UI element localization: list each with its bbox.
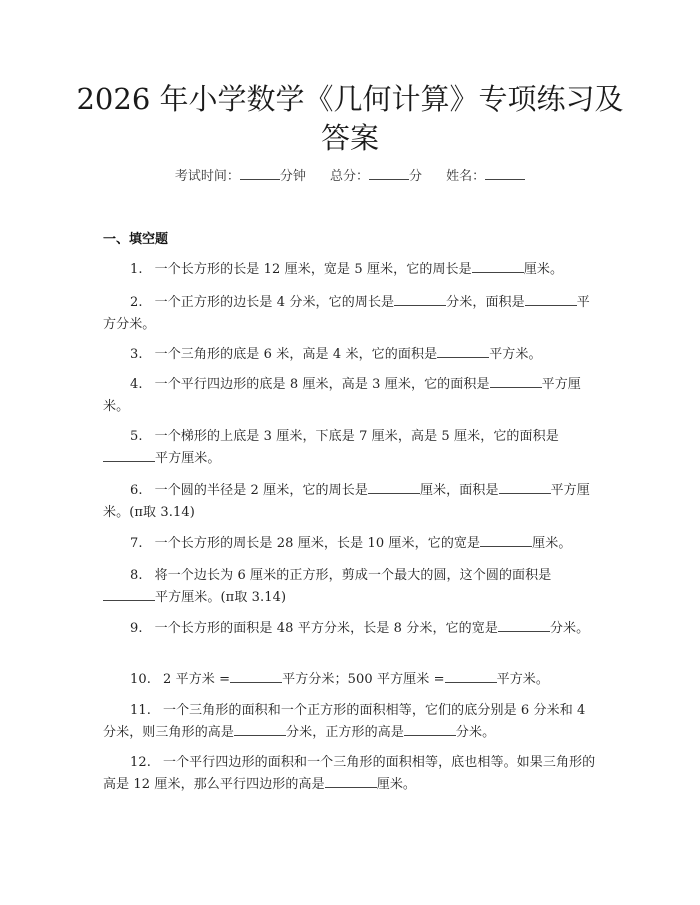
question-8 — [103, 565, 599, 609]
question-10 — [103, 669, 599, 691]
question-text: 平方厘米。(π取 3.14) — [155, 590, 287, 605]
question-12 — [103, 752, 599, 796]
question-text: 一个平行四边形的面积和一个三角形的面积相等，底也相等。如果三角形的 高是 12 厘米，那么平行四边形的高是 — [103, 755, 596, 792]
answer-blank — [498, 619, 550, 632]
exam-score — [330, 169, 422, 184]
question-text: 分米，面积是 — [446, 295, 525, 310]
answer-blank — [394, 293, 446, 306]
question-number: 2. — [130, 295, 143, 310]
exam-info — [0, 167, 700, 187]
question-6 — [103, 480, 599, 524]
question-text: 一个长方形的周长是 28 厘米，长是 10 厘米，它的宽是 — [154, 536, 481, 551]
answer-blank — [490, 375, 542, 388]
question-text: 分米，正方形的高是 — [286, 725, 404, 740]
name-blank — [485, 167, 525, 180]
answer-blank — [404, 723, 456, 736]
question-text: 2 平方米 = — [162, 672, 231, 687]
question-number: 1. — [130, 262, 143, 277]
question-text: 厘米，面积是 — [419, 483, 499, 498]
question-11 — [103, 700, 599, 744]
question-text: 一个正方形的边长是 4 分米，它的周长是 — [154, 295, 395, 310]
question-number: 11. — [130, 703, 151, 718]
question-text: 平方分米；500 平方厘米 = — [282, 672, 445, 687]
exam-name — [446, 169, 525, 184]
question-text: 厘米。 — [532, 536, 572, 551]
question-5 — [103, 426, 599, 470]
question-text: 一个平行四边形的底是 8 厘米，高是 3 厘米，它的面积是 — [154, 377, 490, 392]
section-title: 一、填空题 — [103, 232, 169, 247]
answer-blank — [103, 449, 155, 462]
question-number: 8. — [130, 568, 143, 583]
answer-blank — [234, 723, 286, 736]
question-text: 平方米。 — [496, 672, 550, 687]
answer-blank — [437, 345, 489, 358]
question-number: 9. — [130, 621, 143, 636]
question-text: 一个三角形的面积和一个正方形的面积相等，它们的底分别是 6 分米和 4 分米，则三角形的高是 — [103, 703, 586, 740]
question-3 — [103, 344, 599, 366]
question-2 — [103, 292, 599, 336]
question-text: 一个梯形的上底是 3 厘米，下底是 7 厘米，高是 5 厘米，它的面积是 — [154, 429, 559, 444]
answer-blank — [368, 481, 420, 494]
question-text: 平方米。 — [489, 347, 542, 362]
question-text: 平方厘米。 — [103, 377, 581, 414]
answer-blank — [445, 670, 497, 683]
question-text: 将一个边长为 6 厘米的正方形，剪成一个最大的圆，这个圆的面积是 — [154, 568, 552, 583]
name-label: 姓名： — [446, 169, 486, 184]
question-text: 平方厘米。(π取 3.14) — [103, 483, 590, 520]
question-number: 6. — [130, 483, 143, 498]
question-text: 一个长方形的面积是 48 平方分米，长是 8 分米，它的宽是 — [154, 621, 498, 636]
question-text: 一个圆的半径是 2 厘米，它的周长是 — [154, 483, 368, 498]
question-text: 厘米。 — [523, 262, 564, 277]
answer-blank — [103, 588, 155, 601]
question-text: 平方分米。 — [103, 295, 590, 332]
time-label: 考试时间： — [174, 169, 240, 184]
question-number: 10. — [130, 672, 151, 687]
question-4 — [103, 374, 599, 418]
score-label: 总分： — [329, 169, 369, 184]
answer-blank — [230, 670, 282, 683]
answer-blank — [480, 534, 532, 547]
question-text: 一个三角形的底是 6 米，高是 4 米，它的面积是 — [154, 347, 438, 362]
answer-blank — [499, 481, 551, 494]
question-number: 7. — [130, 536, 143, 551]
answer-blank — [472, 260, 524, 273]
question-1 — [103, 259, 599, 281]
question-number: 12. — [130, 755, 151, 770]
question-text: 分米。 — [549, 621, 590, 636]
answer-blank — [325, 775, 377, 788]
question-text: 平方厘米。 — [155, 451, 221, 466]
time-blank — [240, 167, 280, 180]
question-text: 分米。 — [455, 725, 496, 740]
question-7 — [103, 533, 599, 555]
question-text: 一个长方形的长是 12 厘米，宽是 5 厘米，它的周长是 — [154, 262, 472, 277]
page-title: 2026 年小学数学《几何计算》专项练习及答案 — [76, 82, 624, 155]
question-number: 5. — [130, 429, 143, 444]
score-blank — [369, 167, 409, 180]
score-unit: 分 — [409, 169, 423, 184]
time-unit: 分钟 — [279, 169, 306, 184]
question-number: 3. — [130, 347, 143, 362]
question-9 — [103, 618, 599, 640]
answer-blank — [525, 293, 577, 306]
question-text: 厘米。 — [376, 777, 417, 792]
question-number: 4. — [130, 377, 143, 392]
exam-time — [175, 169, 306, 184]
